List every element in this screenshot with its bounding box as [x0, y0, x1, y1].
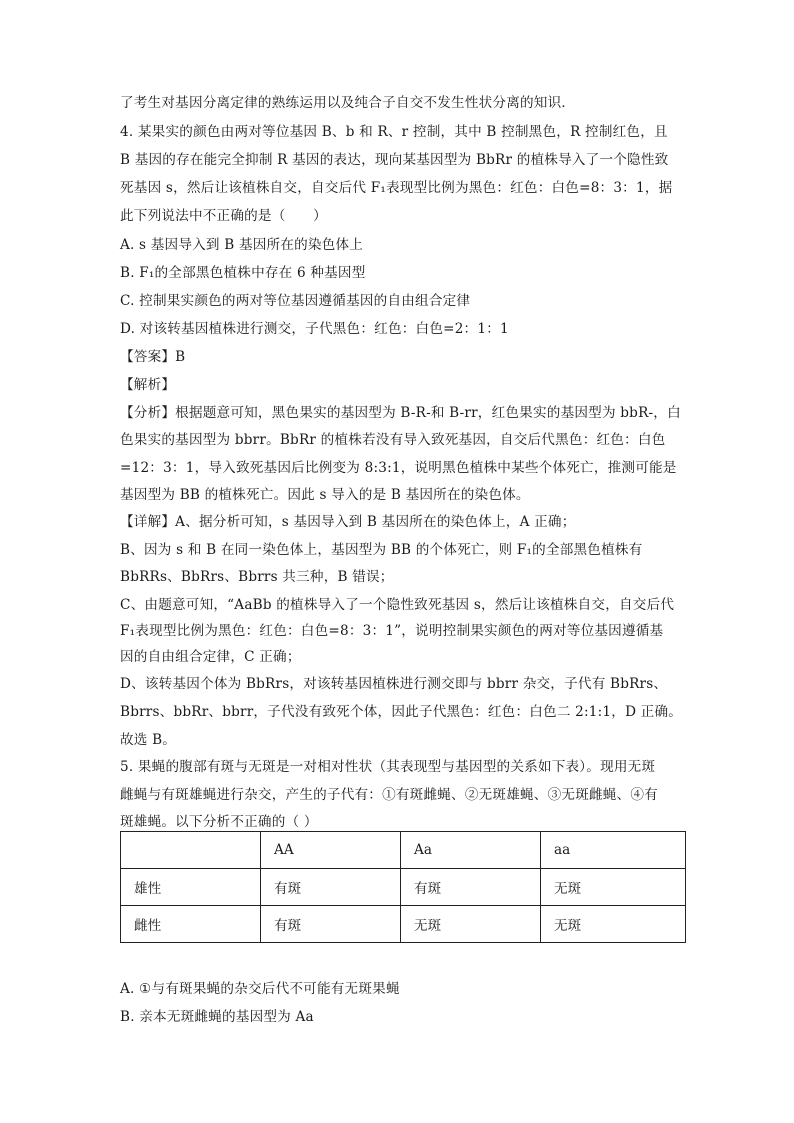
text-line: 色果实的基因型为 bbrr。BbRr 的植株若没有导入致死基因，自交后代黑色：红色：白色	[120, 432, 666, 448]
table-row	[121, 906, 686, 943]
text-line: =12：3：1，导入致死基因后比例变为 8:3:1，说明黑色植株中某些个体死亡，推测可能是	[120, 460, 677, 476]
text-line: 因的自由组合定律，C 正确；	[120, 649, 301, 665]
text-line: 雌蝇与有斑雄蝇进行杂交，产生的子代有：①有斑雌蝇、②无斑雄蝇、③无斑雌蝇、④有	[120, 787, 658, 803]
text-line: 死基因 s，然后让该植株自交，自交后代 F₁表现型比例为黑色：红色：白色=8：3：1，据	[120, 180, 673, 196]
text-line: 了考生对基因分离定律的熟练运用以及纯合子自交不发生性状分离的知识．	[120, 95, 576, 111]
text-line: D、该转基因个体为 BbRrs，对该转基因植株进行测交即与 bbrr 杂交，子代有 BbRrs、	[120, 676, 668, 692]
text-line: C、由题意可知，“AaBb 的植株导入了一个隐性致死基因 s，然后让该植株自交，自交后代	[120, 597, 675, 613]
table-cell: 有斑	[401, 869, 541, 906]
text-line: 【详解】A、据分析可知，s 基因导入到 B 基因所在的染色体上，A 正确；	[120, 514, 576, 530]
table-cell: AA	[261, 832, 401, 869]
table-cell: aa	[541, 832, 686, 869]
text-line: 此下列说法中不正确的是（ ）	[120, 208, 327, 224]
table-cell: 无斑	[401, 906, 541, 943]
text-line: Bbrrs、bbRr、bbrr，子代没有致死个体，因此子代黑色：红色：白色二 2:1:1，D 正确。	[120, 704, 683, 720]
text-line: C. 控制果实颜色的两对等位基因遵循基因的自由组合定律	[120, 293, 471, 309]
text-line: F₁表现型比例为黑色：红色：白色=8：3：1”，说明控制果实颜色的两对等位基因遵循基	[120, 623, 664, 639]
table-header-row	[121, 832, 686, 869]
text-line: 【解析】	[120, 377, 176, 393]
table-cell	[121, 832, 261, 869]
option-line: B. 亲本无斑雌蝇的基因型为 Aa	[120, 1009, 314, 1025]
text-line: 5. 果蝇的腹部有斑与无斑是一对相对性状（其表现型与基因型的关系如下表）。现用无斑	[120, 759, 656, 775]
table-cell: 雌性	[121, 906, 261, 943]
text-line: 斑雄蝇。以下分析不正确的（ ）	[120, 814, 318, 830]
table-cell: Aa	[401, 832, 541, 869]
table-cell: 有斑	[261, 869, 401, 906]
table-row	[121, 869, 686, 906]
genotype-table	[120, 831, 686, 943]
text-line: 基因型为 BB 的植株死亡。因此 s 导入的是 B 基因所在的染色体。	[120, 487, 530, 503]
table-cell: 雄性	[121, 869, 261, 906]
option-line: A. ①与有斑果蝇的杂交后代不可能有无斑果蝇	[120, 981, 400, 997]
text-line: BbRRs、BbRrs、Bbrrs 共三种，B 错误；	[120, 569, 394, 585]
text-line: 4. 某果实的颜色由两对等位基因 B、b 和 R、r 控制，其中 B 控制黑色，R 控制红色，且	[120, 124, 668, 140]
text-line: A. s 基因导入到 B 基因所在的染色体上	[120, 237, 364, 253]
text-line: 【答案】B	[120, 349, 186, 365]
text-line: B 基因的存在能完全抑制 R 基因的表达，现向某基因型为 BbRr 的植株导入了一个隐性致	[120, 152, 669, 168]
text-line: D. 对该转基因植株进行测交，子代黑色：红色：白色=2：1：1	[120, 321, 509, 337]
text-line: B. F₁的全部黑色植株中存在 6 种基因型	[120, 265, 366, 281]
table-cell: 无斑	[541, 906, 686, 943]
table-cell: 无斑	[541, 869, 686, 906]
text-line: B、因为 s 和 B 在同一染色体上，基因型为 BB 的个体死亡，则 F₁的全部黑色植株有	[120, 542, 643, 558]
text-line: 故选 B。	[120, 732, 177, 748]
text-line: 【分析】根据题意可知，黑色果实的基因型为 B-R-和 B-rr，红色果实的基因型为 bbR-，白	[120, 405, 681, 421]
table-cell: 有斑	[261, 906, 401, 943]
